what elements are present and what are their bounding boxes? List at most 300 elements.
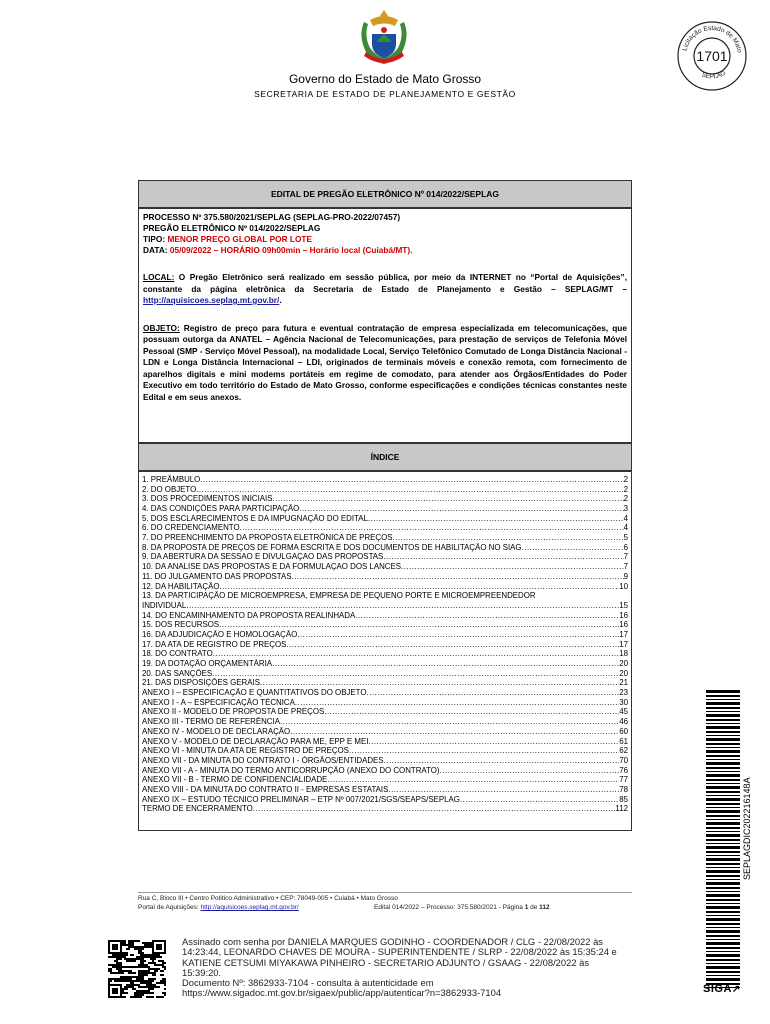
page-current: 1 xyxy=(524,904,529,911)
qr-module xyxy=(124,956,126,958)
barcode-bar xyxy=(706,834,740,837)
qr-module xyxy=(154,962,156,964)
index-leader-dots xyxy=(401,562,624,572)
qr-module xyxy=(124,942,126,944)
index-item-page: 9 xyxy=(623,571,628,581)
qr-module xyxy=(142,958,144,960)
qr-module xyxy=(122,978,124,980)
pregao-line: PREGÃO ELETRÔNICO Nº 014/2022/SEPLAG xyxy=(143,223,321,233)
qr-module xyxy=(122,976,124,978)
index-item-title: 9. DA ABERTURA DA SESSÃO E DIVULGAÇÃO DAS PROPOSTAS xyxy=(142,552,384,562)
government-name: Governo do Estado de Mato Grosso xyxy=(288,72,482,86)
qr-code[interactable] xyxy=(108,940,166,998)
qr-module xyxy=(154,978,156,980)
qr-module xyxy=(150,956,152,958)
qr-module xyxy=(148,988,150,990)
qr-module xyxy=(148,984,150,986)
index-item-page: 20 xyxy=(619,668,628,678)
qr-module xyxy=(142,966,144,968)
tipo-label: TIPO: xyxy=(143,234,168,244)
qr-module xyxy=(138,956,140,958)
index-item[interactable] xyxy=(142,669,628,679)
barcode-bar xyxy=(706,747,740,748)
qr-module xyxy=(144,960,146,962)
qr-module xyxy=(150,958,152,960)
barcode-bar xyxy=(706,891,740,892)
qr-module xyxy=(130,960,132,962)
qr-module xyxy=(164,994,166,996)
qr-module xyxy=(152,992,154,994)
signature-line: KATIENE CETSUMI MIYAKAWA PINHEIRO - SECRETARIO ADJUNTO / GSAAG - 22/08/2022 às xyxy=(182,956,590,968)
qr-module xyxy=(140,956,142,958)
qr-module xyxy=(152,978,154,980)
index-item[interactable] xyxy=(142,795,628,805)
qr-module xyxy=(132,982,134,984)
barcode-bar xyxy=(706,738,740,741)
qr-module xyxy=(124,976,126,978)
index-item[interactable] xyxy=(142,737,628,747)
qr-module xyxy=(140,972,142,974)
index-item[interactable] xyxy=(142,678,628,688)
index-item[interactable] xyxy=(142,727,628,737)
qr-module xyxy=(126,948,128,950)
index-leader-dots xyxy=(388,785,619,795)
qr-module xyxy=(136,992,138,994)
barcode-bar xyxy=(706,759,740,760)
qr-module xyxy=(150,992,152,994)
qr-module xyxy=(138,990,140,992)
index-item-title: 5. DOS ESCLARECIMENTOS E DA IMPUGNAÇÃO DO EDITAL xyxy=(142,513,368,523)
edital-title: EDITAL DE PREGÃO ELETRÔNICO Nº 014/2022/SEPLAG xyxy=(138,180,632,208)
barcode-bar xyxy=(706,711,740,712)
index-item[interactable] xyxy=(142,746,628,756)
index-item[interactable] xyxy=(142,698,628,708)
index-item-title: 13. DA PARTICIPAÇÃO DE MICROEMPRESA, EMPRESA DE PEQUENO PORTE E MICROEMPREENDEDOR xyxy=(142,591,536,601)
index-leader-dots xyxy=(219,582,619,592)
index-item-page: 78 xyxy=(619,785,628,794)
qr-module xyxy=(134,948,136,950)
qr-module xyxy=(136,980,138,982)
barcode-bar xyxy=(706,723,740,724)
qr-module xyxy=(162,964,164,966)
qr-module xyxy=(146,984,148,986)
barcode-bar xyxy=(706,750,740,753)
qr-module xyxy=(126,944,128,946)
qr-module xyxy=(142,960,144,962)
qr-module xyxy=(132,958,134,960)
qr-module xyxy=(148,992,150,994)
index-item-page: 20 xyxy=(619,659,628,669)
barcode-code xyxy=(742,770,756,880)
barcode-bar xyxy=(706,819,740,820)
qr-module xyxy=(162,980,164,982)
qr-module xyxy=(156,986,158,988)
index-item[interactable] xyxy=(142,562,628,572)
barcode-bar xyxy=(706,755,740,757)
barcode-bar xyxy=(706,906,740,909)
qr-module xyxy=(114,980,116,982)
qr-module xyxy=(136,958,138,960)
qr-module xyxy=(126,984,128,986)
index-item-page: 7 xyxy=(623,562,628,572)
qr-module xyxy=(154,954,156,956)
qr-module xyxy=(138,952,140,954)
qr-module xyxy=(146,954,148,956)
qr-module xyxy=(140,978,142,980)
barcode-bar xyxy=(706,702,740,705)
index-item[interactable] xyxy=(142,504,628,514)
local-paragraph xyxy=(143,272,627,307)
objeto-paragraph xyxy=(143,323,627,404)
qr-module xyxy=(124,966,126,968)
index-leader-dots xyxy=(393,533,624,543)
qr-module xyxy=(148,972,150,974)
qr-module xyxy=(144,982,146,984)
qr-module xyxy=(130,972,132,974)
index-item[interactable] xyxy=(142,591,628,601)
index-item-page: 62 xyxy=(619,746,628,756)
qr-module xyxy=(112,988,118,994)
qr-module xyxy=(152,980,154,982)
index-item-title: 17. DA ATA DE REGISTRO DE PREÇOS xyxy=(142,639,287,649)
qr-module xyxy=(142,994,144,996)
qr-module xyxy=(140,976,142,978)
qr-module xyxy=(134,988,136,990)
barcode-bar xyxy=(706,882,740,885)
qr-module xyxy=(152,986,154,988)
qr-module xyxy=(142,982,144,984)
index-leader-dots xyxy=(368,737,619,747)
qr-module xyxy=(132,954,134,956)
qr-module xyxy=(132,988,134,990)
qr-module xyxy=(120,962,122,964)
index-item[interactable] xyxy=(142,553,628,563)
index-item[interactable] xyxy=(142,601,628,611)
qr-module xyxy=(152,968,154,970)
footer-portal-link[interactable]: http://aquisicoes.seplag.mt.gov.br/ xyxy=(200,904,299,911)
qr-module xyxy=(144,956,146,958)
qr-module xyxy=(122,996,124,998)
index-item[interactable] xyxy=(142,582,628,592)
qr-module xyxy=(108,956,110,958)
qr-module xyxy=(126,988,128,990)
index-item-title: INDIVIDUAL xyxy=(142,600,187,610)
qr-module xyxy=(148,942,150,944)
qr-module xyxy=(144,966,146,968)
qr-module xyxy=(116,978,118,980)
barcode-bar xyxy=(706,966,740,969)
qr-module xyxy=(130,982,132,984)
qr-module xyxy=(114,978,116,980)
qr-module xyxy=(140,982,142,984)
qr-module xyxy=(126,966,128,968)
barcode-bar xyxy=(706,863,740,865)
barcode-bar xyxy=(706,951,740,952)
qr-module xyxy=(156,954,158,956)
index-item[interactable] xyxy=(142,785,628,795)
qr-module xyxy=(164,988,166,990)
qr-module xyxy=(128,970,130,972)
qr-module xyxy=(134,994,136,996)
index-leader-dots xyxy=(324,708,619,718)
qr-module xyxy=(136,940,138,942)
qr-module xyxy=(142,986,144,988)
qr-module xyxy=(124,988,126,990)
index-leader-dots xyxy=(299,504,623,514)
qr-module xyxy=(118,966,120,968)
index-item-page: 16 xyxy=(619,610,628,620)
index-item[interactable] xyxy=(142,640,628,650)
index-item[interactable] xyxy=(142,756,628,766)
qr-module xyxy=(128,966,130,968)
qr-module xyxy=(126,958,128,960)
qr-module xyxy=(128,948,130,950)
qr-module xyxy=(154,986,156,988)
qr-module xyxy=(138,980,140,982)
qr-module xyxy=(142,992,144,994)
index-item[interactable] xyxy=(142,611,628,621)
page-info-prefix: Edital 014/2022 – Processo: 375.580/2021 - Página xyxy=(374,904,525,911)
qr-module xyxy=(130,970,132,972)
qr-module xyxy=(110,972,112,974)
qr-module xyxy=(118,958,120,960)
qr-module xyxy=(138,974,140,976)
qr-module xyxy=(130,946,132,948)
qr-module xyxy=(152,960,154,962)
barcode-bar xyxy=(706,843,740,844)
qr-module xyxy=(146,980,148,982)
barcode-bar xyxy=(706,791,740,793)
qr-module xyxy=(128,946,130,948)
index-item[interactable] xyxy=(142,494,628,504)
index-list xyxy=(138,471,632,831)
index-item[interactable] xyxy=(142,630,628,640)
data-line xyxy=(143,245,627,256)
index-item[interactable] xyxy=(142,620,628,630)
qr-module xyxy=(144,954,146,956)
index-leader-dots xyxy=(280,717,619,727)
index-item[interactable] xyxy=(142,533,628,543)
index-item-title: 6. DO CREDENCIAMENTO xyxy=(142,523,240,533)
qr-module xyxy=(132,946,134,948)
qr-module xyxy=(132,960,134,962)
qr-module xyxy=(138,948,140,950)
index-item-title: 12. DA HABILITAÇÃO xyxy=(142,581,220,591)
index-leader-dots xyxy=(440,766,620,776)
index-item[interactable] xyxy=(142,775,628,785)
index-item-page: 17 xyxy=(619,639,628,649)
qr-module xyxy=(156,964,158,966)
barcode-bar xyxy=(706,731,740,733)
barcode-bar xyxy=(706,887,740,889)
qr-module xyxy=(128,940,130,942)
index-item[interactable] xyxy=(142,514,628,524)
objeto-label: OBJETO: xyxy=(143,322,180,333)
index-item-title: ANEXO VII - DA MINUTA DO CONTRATO I - ÓRGÃOS/ENTIDADES xyxy=(142,755,384,765)
index-item-title: 20. DAS SANÇÕES xyxy=(142,668,213,678)
qr-module xyxy=(164,962,166,964)
index-item[interactable] xyxy=(142,766,628,776)
qr-module xyxy=(112,964,114,966)
qr-module xyxy=(114,966,116,968)
qr-module xyxy=(108,968,110,970)
qr-module xyxy=(114,954,116,956)
qr-module xyxy=(142,964,144,966)
qr-module xyxy=(140,980,142,982)
qr-module xyxy=(110,970,112,972)
barcode-bar xyxy=(706,767,740,769)
barcode-bar xyxy=(706,959,740,961)
index-item[interactable] xyxy=(142,475,628,485)
index-item[interactable] xyxy=(142,649,628,659)
secretaria-name: SECRETARIA DE ESTADO DE PLANEJAMENTO E GESTÃO xyxy=(254,89,516,99)
index-leader-dots xyxy=(367,688,620,698)
qr-module xyxy=(118,978,120,980)
barcode-bar xyxy=(706,894,740,897)
index-leader-dots xyxy=(384,756,620,766)
index-leader-dots xyxy=(213,649,619,659)
qr-module xyxy=(154,970,156,972)
qr-module xyxy=(116,954,118,956)
qr-module xyxy=(134,958,136,960)
index-item-page: 7 xyxy=(623,552,628,562)
index-item[interactable] xyxy=(142,523,628,533)
qr-module xyxy=(142,974,144,976)
local-end: . xyxy=(279,295,282,305)
barcode-bar xyxy=(706,939,740,940)
index-item[interactable] xyxy=(142,688,628,698)
index-item[interactable] xyxy=(142,717,628,727)
index-item[interactable] xyxy=(142,708,628,718)
qr-module xyxy=(140,974,142,976)
index-leader-dots xyxy=(240,523,624,533)
qr-module xyxy=(144,974,146,976)
qr-module xyxy=(138,976,140,978)
qr-module xyxy=(120,976,122,978)
qr-module xyxy=(126,992,128,994)
qr-module xyxy=(122,988,124,990)
qr-module xyxy=(142,942,144,944)
qr-module xyxy=(146,996,148,998)
qr-module xyxy=(158,954,160,956)
qr-module xyxy=(124,958,126,960)
qr-module xyxy=(144,986,146,988)
index-item[interactable] xyxy=(142,543,628,553)
qr-module xyxy=(124,980,126,982)
qr-module xyxy=(142,948,144,950)
index-item[interactable] xyxy=(142,804,628,814)
qr-module xyxy=(132,942,134,944)
siga-logo-text: SIGA xyxy=(703,983,732,995)
barcode-bar xyxy=(706,846,740,849)
qr-module xyxy=(136,948,138,950)
barcode-bar xyxy=(706,954,740,957)
barcode-bar xyxy=(706,911,740,913)
index-item-page: 4 xyxy=(623,513,628,523)
qr-module xyxy=(128,976,130,978)
barcode-bar xyxy=(706,903,740,904)
qr-module xyxy=(158,956,160,958)
index-item[interactable] xyxy=(142,659,628,669)
qr-module xyxy=(136,978,138,980)
qr-module xyxy=(158,964,160,966)
barcode-bar xyxy=(706,707,740,709)
index-item-page: 46 xyxy=(619,717,628,727)
qr-module xyxy=(124,954,126,956)
index-item-page: 21 xyxy=(619,678,628,688)
index-leader-dots xyxy=(286,640,619,650)
qr-module xyxy=(164,978,166,980)
index-leader-dots xyxy=(368,514,624,524)
qr-module xyxy=(152,996,154,998)
qr-module xyxy=(140,966,142,968)
portal-link[interactable]: http://aquisicoes.seplag.mt.gov.br/ xyxy=(143,295,280,305)
barcode-bar xyxy=(706,774,740,777)
barcode-bar xyxy=(706,915,740,916)
objeto-text: Registro de preço para futura e eventual contratação de empresa especializada em telecomunicações, que possuam outorga da ANATEL – Agência Nacional de Telecomunicações, para prestação de serviços de Telefonia Móvel Pessoal (SMP - Serviço Móvel Pessoal), na modalidade Local, Serviço Telefônico Comutado de Longa Distância Nacional - LDN e Longa Distância Internacional – LDI, originados de terminais móveis e conexão remota, com fornecimento de aparelhos digitais e mini modems portáteis em regime de comodato, para atender aos Órgãos/Entidades do Poder Executivo em todo território do Estado de Mato Grosso, conforme especificações e condições técnicas constantes neste Edital e em seus anexos. xyxy=(143,322,627,402)
index-item[interactable] xyxy=(142,572,628,582)
qr-module xyxy=(146,946,148,948)
seal-number: 1701 xyxy=(696,48,728,64)
signature-block xyxy=(182,937,652,999)
qr-module xyxy=(122,990,124,992)
qr-module xyxy=(146,970,148,972)
qr-module xyxy=(150,962,152,964)
qr-module xyxy=(148,978,150,980)
qr-module xyxy=(142,990,144,992)
qr-module xyxy=(148,990,150,992)
footer-portal-label: Portal de Aquisições: xyxy=(138,904,201,911)
qr-module xyxy=(148,944,150,946)
qr-module xyxy=(144,990,146,992)
signature-line: Assinado com senha por DANIELA MARQUES GODINHO - COORDENADOR / CLG - 22/08/2022 às xyxy=(182,936,603,947)
barcode-image xyxy=(706,690,740,990)
qr-module xyxy=(120,956,122,958)
qr-module xyxy=(142,954,144,956)
qr-module xyxy=(120,980,122,982)
siga-arrow-icon: ↗ xyxy=(731,984,741,995)
qr-module xyxy=(132,966,134,968)
qr-module xyxy=(144,980,146,982)
qr-module xyxy=(152,984,154,986)
qr-module xyxy=(146,990,148,992)
state-crest-logo xyxy=(356,8,412,66)
qr-module xyxy=(130,978,132,980)
qr-module xyxy=(128,986,130,988)
qr-module xyxy=(152,962,154,964)
qr-module xyxy=(160,996,162,998)
data-value: 05/09/2022 – HORÁRIO 09h00min – Horário local (Cuiabá/MT). xyxy=(169,245,413,255)
tipo-value: MENOR PREÇO GLOBAL POR LOTE xyxy=(167,234,313,244)
index-item[interactable] xyxy=(142,485,628,495)
index-leader-dots xyxy=(297,630,619,640)
qr-module xyxy=(132,980,134,982)
qr-module xyxy=(108,982,110,984)
qr-module xyxy=(152,972,154,974)
qr-module xyxy=(120,958,122,960)
index-item-page: 3 xyxy=(623,504,628,514)
authentication-url[interactable]: https://www.sigadoc.mt.gov.br/sigaex/public/app/autenticar?n=3862933-7104 xyxy=(182,987,502,999)
qr-module xyxy=(148,982,150,984)
index-item-title: ANEXO I – ESPECIFICAÇÃO E QUANTITATIVOS DO OBJETO xyxy=(142,688,367,698)
index-item-title: 11. DO JULGAMENTO DAS PROPOSTAS xyxy=(142,571,292,581)
barcode-bar xyxy=(706,719,740,721)
qr-module xyxy=(112,954,114,956)
qr-module xyxy=(140,948,142,950)
qr-module xyxy=(126,952,128,954)
qr-module xyxy=(110,980,112,982)
qr-module xyxy=(150,944,152,946)
